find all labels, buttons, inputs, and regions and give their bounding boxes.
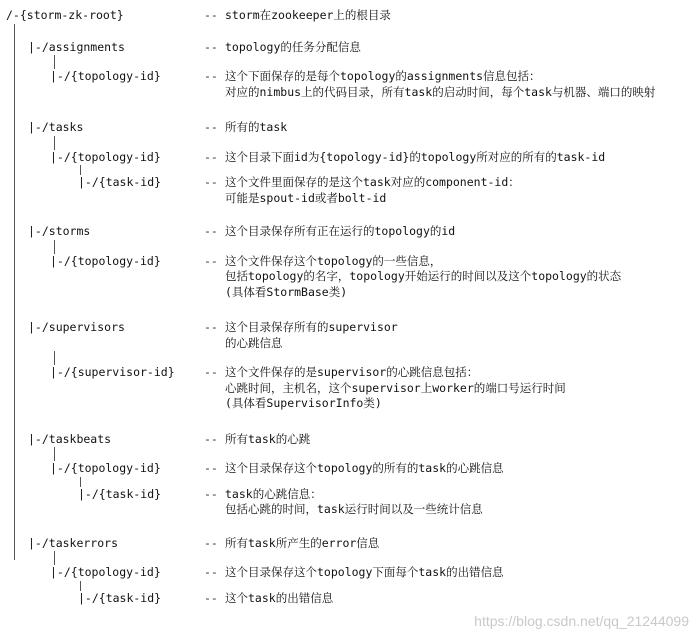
separator: -- <box>204 253 218 268</box>
node-description: 的心跳信息 <box>225 335 283 350</box>
node-description: 这个文件保存的是supervisor的心跳信息包括： <box>225 365 479 379</box>
tree-node-name: |-/{topology-id} <box>50 461 161 475</box>
separator: -- <box>204 365 218 379</box>
separator: -- <box>204 486 218 501</box>
separator: -- <box>204 565 218 579</box>
tree-node-name: /-{storm-zk-root} <box>6 8 124 22</box>
tree-connector <box>80 165 81 175</box>
tree-node-name: |-/{topology-id} <box>50 565 161 579</box>
tree-node-name: |-/supervisors <box>28 320 125 334</box>
separator: -- <box>204 175 218 189</box>
separator: -- <box>204 320 218 334</box>
node-description: 这个目录保存这个topology的所有的task的心跳信息 <box>225 461 504 475</box>
node-description: (具体看StormBase类) <box>225 284 348 299</box>
tree-node-name: |-/{task-id} <box>78 590 162 605</box>
tree-connector <box>54 55 55 69</box>
tree-connector <box>14 24 15 561</box>
node-description: storm在zookeeper上的根目录 <box>225 8 391 22</box>
tree-connector <box>54 447 55 461</box>
separator: -- <box>204 120 218 134</box>
separator: -- <box>204 431 218 446</box>
node-description: 所有的task <box>225 120 288 134</box>
watermark: https://blog.csdn.net/qq_21244099 <box>474 613 689 629</box>
separator: -- <box>204 149 218 164</box>
node-description: 这个文件里面保存的是这个task对应的component-id： <box>225 175 520 189</box>
tree-connector <box>54 240 55 254</box>
node-description: 这个目录保存所有的supervisor <box>225 320 398 334</box>
node-description: topology的任务分配信息 <box>225 39 361 54</box>
tree-node-name: |-/storms <box>28 224 91 238</box>
node-description: 这个目录保存这个topology下面每个task的出错信息 <box>225 565 504 579</box>
tree-node-name: |-/assignments <box>28 39 125 54</box>
node-description: (具体看SupervisorInfo类) <box>225 396 382 410</box>
node-description: 所有task所产生的error信息 <box>225 535 380 550</box>
tree-connector <box>80 477 81 487</box>
node-description: 这个下面保存的是每个topology的assignments信息包括： <box>225 69 541 83</box>
separator: -- <box>204 535 218 550</box>
node-description: 包括心跳的时间，task运行时间以及一些统计信息 <box>225 502 483 516</box>
tree-node-name: |-/taskerrors <box>28 535 119 550</box>
tree-node-name: |-/{task-id} <box>78 486 162 501</box>
tree-node-name: |-/{topology-id} <box>50 253 161 268</box>
tree-node-name: |-/tasks <box>28 120 84 134</box>
node-description: 心跳时间，主机名，这个supervisor上worker的端口号运行时间 <box>225 380 566 395</box>
tree-node-name: |-/{topology-id} <box>50 149 161 164</box>
node-description: 这个目录保存所有正在运行的topology的id <box>225 224 456 238</box>
tree-connector <box>54 136 55 150</box>
node-description: task的心跳信息： <box>225 486 322 501</box>
separator: -- <box>204 590 218 605</box>
node-description: 所有task的心跳 <box>225 431 311 446</box>
tree-node-name: |-/{task-id} <box>78 175 162 189</box>
tree-node-name: |-/{topology-id} <box>50 69 161 83</box>
separator: -- <box>204 461 218 475</box>
tree-connector <box>54 351 55 365</box>
node-description: 可能是spout-id或者bolt-id <box>225 190 387 205</box>
node-description: 这个目录下面id为{topology-id}的topology所对应的所有的task-id <box>225 149 606 164</box>
tree-connector <box>80 581 81 591</box>
separator: -- <box>204 69 218 83</box>
separator: -- <box>204 224 218 238</box>
tree-node-name: |-/taskbeats <box>28 431 112 446</box>
separator: -- <box>204 39 218 54</box>
node-description: 这个task的出错信息 <box>225 590 334 605</box>
node-description: 包括topology的名字，topology开始运行的时间以及这个topology的状态 <box>225 269 622 283</box>
tree-node-name: |-/{supervisor-id} <box>50 365 175 379</box>
tree-connector <box>54 551 55 565</box>
node-description: 对应的nimbus上的代码目录，所有task的启动时间，每个task与机器、端口的映射 <box>225 84 656 99</box>
node-description: 这个文件保存这个topology的一些信息， <box>225 253 442 268</box>
separator: -- <box>204 8 218 22</box>
